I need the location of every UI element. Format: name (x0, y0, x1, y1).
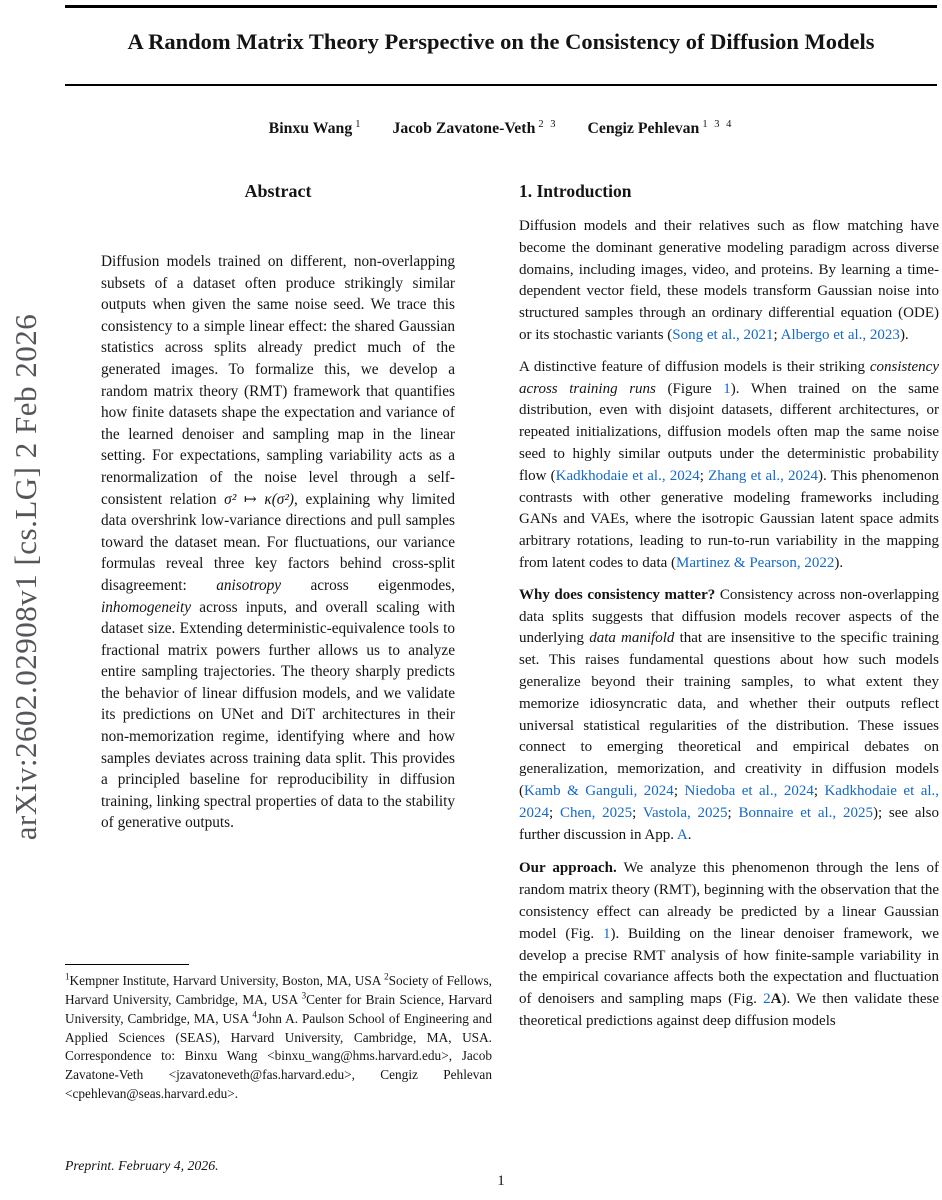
citation-link[interactable]: Kamb & Ganguli, 2024 (524, 782, 674, 799)
author-affiliation-marks: 1 (355, 119, 363, 130)
text-segment: ). This phenomenon contrasts with other generative modeling frameworks including GANs and VAEs, where the isotropic Gaussian latent space admits arbitrary rotations, leading to run-to-run variability in the mapping from latent codes to data ( (519, 467, 939, 571)
text-segment: John A. Paulson School of Engineering and Applied Sciences (SEAS), Harvard University, Cambridge, MA, USA. Correspondence to: Binxu Wang <binxu_wang@hms.harvard.edu>, Jacob Zavatone-Veth <jzavatoneveth@fas.harvard.edu>, Cengiz Pehlevan <cpehlevan@seas.harvard.edu>. (65, 1010, 492, 1102)
title-rule-top (65, 5, 937, 8)
citation-link[interactable]: 1 (723, 380, 731, 397)
text-segment: ); see also further discussion in App. (519, 804, 939, 843)
author-3 (587, 120, 733, 137)
page-number: 1 (497, 1173, 505, 1189)
text-segment: We analyze this phenomenon through the lens of random matrix theory (RMT), beginning with the observation that the consistency effect can already be predicted by a linear Gaussian model (Fig. (519, 860, 939, 942)
right-column (519, 181, 939, 1043)
abstract-body (101, 251, 455, 834)
text-segment: 2 (384, 971, 389, 982)
citation-link[interactable]: Bonnaire et al., 2025 (738, 804, 873, 821)
text-segment: , explaining why limited data overshrink low-variance directions and pull samples toward the dataset mean. For fluctuations, our variance formulas reveal three key factors behind cross-split disagreement: (101, 490, 455, 594)
citation-link[interactable]: Albergo et al., 2023 (780, 326, 900, 343)
author-name: Jacob Zavatone-Veth (392, 120, 536, 138)
arxiv-stamp: arXiv:2602.02908v1 [cs.LG] 2 Feb 2026 (8, 313, 43, 841)
text-segment: ). (834, 554, 844, 571)
text-segment: that are insensitive to the specific training set. This raises fundamental questions about how such models generalize beyond their training samples, to what extent they memorize idiosyncratic data, and whether their outputs reflect universal statistical regularities of the distribution. These issues connect to emerging theoretical and empirical debates on generalization, memorization, and creativity in diffusion models ( (519, 630, 939, 799)
citation-link[interactable]: 2 (763, 991, 771, 1008)
author-affiliation-marks: 1 3 4 (702, 119, 734, 130)
section-heading-introduction: 1. Introduction (519, 181, 632, 201)
citation-link[interactable]: Kadkhodaie et al., 2024 (555, 467, 700, 484)
left-column (65, 181, 491, 834)
text-segment: ; (699, 467, 709, 484)
text-segment: ). We then validate these theoretical predictions against deep diffusion models (519, 991, 939, 1029)
author-name: Binxu Wang (268, 120, 353, 138)
text-segment: consistency across training runs (519, 358, 939, 397)
paper-title: A Random Matrix Theory Perspective on the Consistency of Diffusion Models (127, 29, 875, 54)
text-segment: A distinctive feature of diffusion models is their striking (519, 358, 870, 375)
intro-paragraph-2 (519, 357, 939, 575)
citation-link[interactable]: Chen, 2025 (559, 804, 633, 821)
text-segment: Why does consistency matter? (519, 586, 716, 603)
text-segment: ; (673, 782, 685, 799)
citation-link[interactable]: A (676, 826, 688, 843)
author-name: Cengiz Pehlevan (587, 120, 700, 138)
text-segment: ; (632, 804, 643, 821)
text-segment: Society of Fellows, Harvard University, Cambridge, MA, USA (65, 973, 492, 1008)
text-segment: anisotropy (216, 576, 282, 594)
footnote-rule (65, 964, 189, 965)
text-segment: (Figure (655, 380, 724, 397)
abstract-heading: Abstract (244, 181, 312, 201)
text-segment: σ² ↦ κ(σ²) (224, 490, 295, 508)
text-segment: ; (773, 326, 781, 343)
text-segment: across eigenmodes, (281, 576, 455, 594)
author-1 (269, 120, 363, 137)
text-segment: ). When trained on the same distribution, even with disjoint datasets, different architectures, or repeated initializations, diffusion models often map the same noise seed to highly similar outputs under the deterministic probability flow ( (519, 380, 939, 484)
author-list (65, 119, 937, 138)
citation-link[interactable]: Kadkhodaie et al., 2024 (519, 782, 940, 821)
citation-link[interactable]: Martinez & Pearson, 2022 (676, 554, 835, 571)
text-segment: ; (813, 782, 825, 799)
text-segment: ; (727, 804, 739, 821)
text-segment: Consistency across non-overlapping data splits suggests that diffusion models recover aspects of the underlying (519, 586, 939, 647)
text-segment: inhomogeneity (101, 598, 192, 616)
text-segment: . (687, 826, 692, 843)
text-segment: Diffusion models trained on different, non-overlapping subsets of a dataset often produce strikingly similar outputs when given the same noise seed. We trace this consistency to a simple linear effect: the shared Gaussian statistics across splits already predict much of the generated images. To formalize this, we develop a random matrix theory (RMT) framework that quantifies how finite datasets shape the expectation and variance of the learned denoiser and sampling map in the linear setting. For expectations, sampling variability acts as a renormalization of the noise level through a self-consistent relation (101, 253, 455, 508)
text-segment: 3 (301, 990, 307, 1001)
text-segment: A (770, 991, 782, 1008)
intro-paragraph-our-approach (519, 858, 939, 1032)
text-segment: Center for Brain Science, Harvard University, Cambridge, MA, USA (65, 992, 492, 1026)
intro-paragraph-why-consistency (519, 585, 939, 847)
preprint-note: Preprint. February 4, 2026. (65, 1158, 219, 1173)
text-segment: Kempner Institute, Harvard University, Boston, MA, USA (69, 973, 385, 989)
author-affiliation-marks: 2 3 (538, 119, 558, 130)
text-segment: ). Building on the linear denoiser framework, we develop a precise RMT analysis of how finite-sample variability in the empirical covariance affects both the expectation and fluctuation of denoisers and sampling maps (Fig. (519, 925, 939, 1008)
text-segment: ). (899, 326, 909, 343)
author-2 (392, 120, 557, 137)
text-segment: Diffusion models and their relatives such as flow matching have become the dominant generative modeling paradigm across diverse domains, including images, video, and proteins. By learning a time-dependent vector field, these models transform Gaussian noise into structured samples through an ordinary differential equation (ODE) or its stochastic variants ( (519, 218, 939, 343)
citation-link[interactable]: Vastola, 2025 (642, 804, 728, 821)
intro-paragraph-1 (519, 216, 939, 347)
citation-link[interactable]: Niedoba et al., 2024 (684, 782, 814, 799)
text-segment: ; (549, 804, 560, 821)
affiliation-footnote (65, 972, 492, 1104)
title-rule-bottom (65, 84, 937, 86)
text-segment: data manifold (589, 630, 675, 647)
citation-link[interactable]: 1 (602, 925, 611, 942)
citation-link[interactable]: Zhang et al., 2024 (708, 467, 819, 484)
citation-link[interactable]: Song et al., 2021 (672, 326, 774, 343)
text-segment: Our approach. (519, 860, 617, 877)
text-segment: 4 (252, 1009, 257, 1020)
text-segment: across inputs, and overall scaling with dataset size. Extending deterministic-equivalence tools to fractional matrix powers further allows us to analyze entire sampling trajectories. The theory sharply predicts the behavior of linear diffusion models, and we validate its predictions on UNet and DiT architectures in their non-memorization regime, identifying where and how samples deviates across training data split. This provides a principled baseline for reproducibility in diffusion training, linking spectral properties of data to the stability of generative outputs. (101, 598, 455, 832)
text-segment: 1 (65, 971, 70, 982)
footnote-block (65, 964, 492, 1104)
